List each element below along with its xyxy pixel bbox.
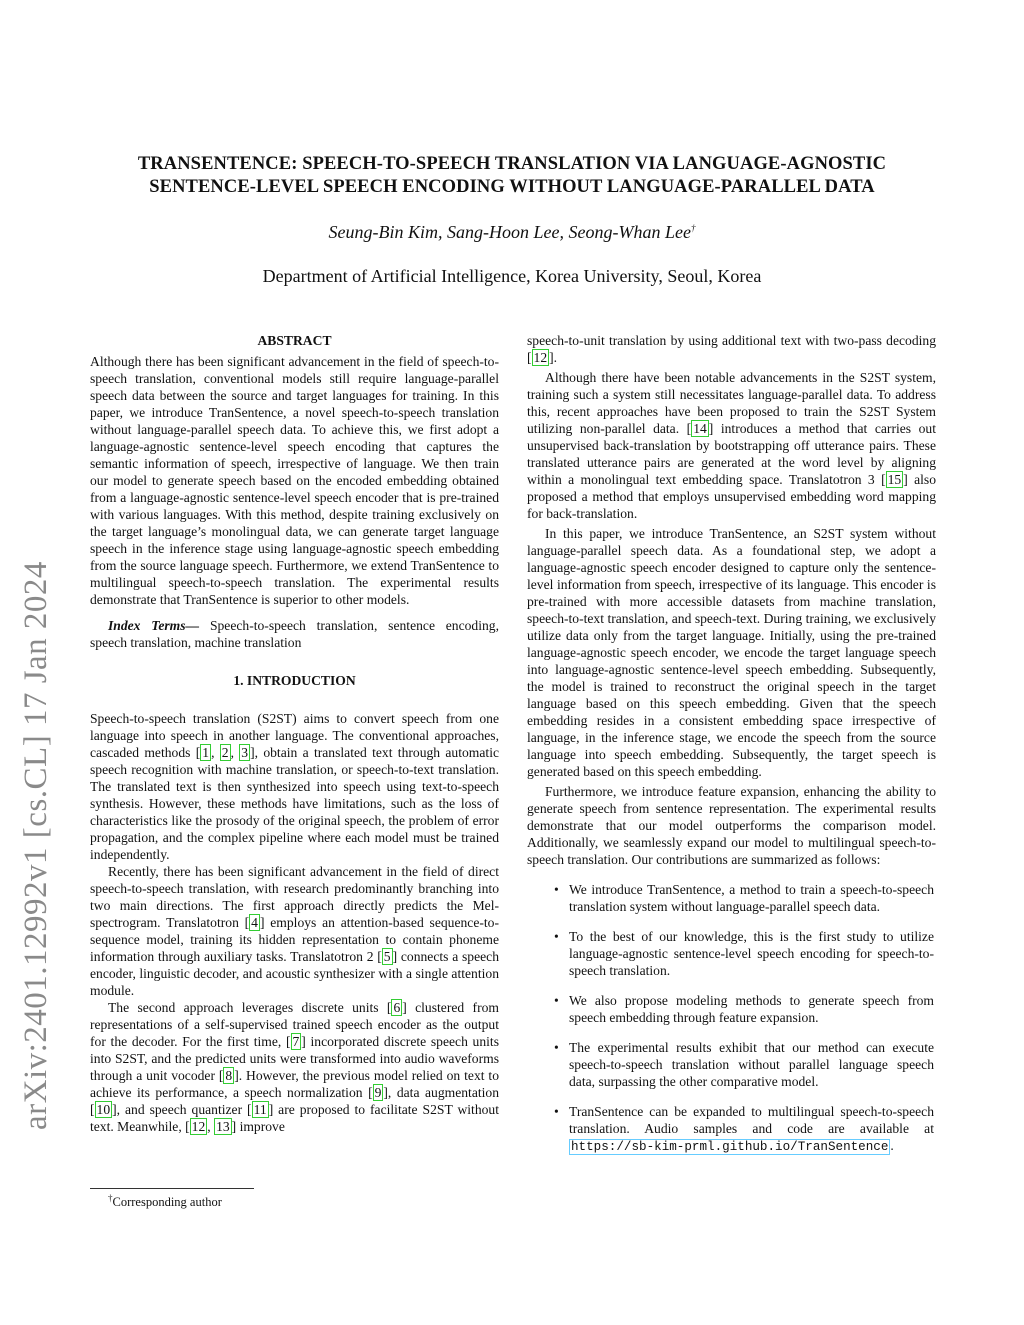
left-column bbox=[90, 332, 499, 1135]
intro-paragraph-5: In this paper, we introduce TranSentence, an S2ST system without language-parallel speech data. As a foundational step, we adopt a language-agnostic speech encoder designed to capture only the sentence-level information from speech, irrespective of its language. This encoder is pre-trained with more accessible datasets from machine translation, speech-to-text translation, and speech-text. During training, we exclusively utilize data only from the target language. Initially, using the pre-trained language-agnostic speech encoder, we encode the target language speech into language-agnostic sentence-level speech embedding. Subsequently, the model is trained to reconstruct the original speech in the target language based on this speech embedding. Given that the speech embedding resides in a consistent embedding space irrespective of language, in the inference stage, we encode the speech from the source language into speech embedding. Subsequently, the target speech is generated based on this speech embedding. bbox=[527, 526, 936, 779]
title-line-2: SENTENCE-LEVEL SPEECH ENCODING WITHOUT LANGUAGE-PARALLEL DATA bbox=[149, 177, 875, 197]
abstract-text: Although there has been significant advancement in the field of speech-to-speech translation, conventional models still require language-parallel speech data between the source and target languages for training. In this paper, we introduce TranSentence, a novel speech-to-speech translation without language-parallel speech data. To achieve this, we first adopt a language-agnostic sentence-level speech encoding that captures the semantic information of speech, irrespective of language. We then train our model to generate speech based on the encoded embedding obtained from a language-agnostic sentence-level speech encoder that is pre-trained with various languages. With this method, despite training exclusively on the target language’s monolingual data, we can generate target language speech in the inference stage using language-agnostic speech embedding from the source language speech. Furthermore, we extend TranSentence to multilingual speech-to-speech translation. The experimental results demonstrate that TranSentence is superior to other models. bbox=[90, 354, 499, 607]
intro-paragraph-6: Furthermore, we introduce feature expansion, enhancing the ability to generate speech from sentence representation. The experimental results demonstrate that our model outperforms the comparison model. Additionally, we seamlessly expand our model to multilingual speech-to-speech translation. Our contributions are summarized as follows: bbox=[527, 784, 936, 867]
affiliation: Department of Artificial Intelligence, Korea University, Seoul, Korea bbox=[262, 266, 762, 286]
citation-link[interactable]: 7 bbox=[292, 1034, 300, 1049]
list-item: • To the best of our knowledge, this is the first study to utilize language-agnostic sentence-level speech encoding for speech-to-speech translation. bbox=[554, 929, 934, 978]
bullet-icon: • bbox=[554, 929, 559, 944]
list-item: • TranSentence can be expanded to multilingual speech-to-speech translation. Audio samples and code are available at https://sb-kim-prml.github.io/TranSentence . bbox=[554, 1104, 934, 1154]
index-terms-label: Index Terms— bbox=[108, 618, 200, 633]
index-terms-text: Speech-to-speech translation, sentence encoding, speech translation, machine translation bbox=[90, 618, 500, 650]
citation-link[interactable]: 8 bbox=[225, 1068, 233, 1083]
intro-paragraph-3-continued: speech-to-unit translation by using additional text with two-pass decoding [ 12 ]. bbox=[527, 333, 936, 365]
citation-link[interactable]: 1 bbox=[202, 745, 210, 760]
citation-link[interactable]: 15 bbox=[887, 472, 902, 487]
intro-paragraph-4: Although there have been notable advancements in the S2ST system, training such a system still necessitates language-parallel data. To address this, recent approaches have been proposed to train the S2ST System utilizing non-parallel data. [ 14 ] introduces a method that carries out unsupervised back-translation by bootstrapping off utterance pairs. These translated utterance pairs are generated at the word level by aligning within a monolingual text embedding space. Translatotron 3 [ 15 ] also proposed a method that employs unsupervised embedding word mapping for back-translation. bbox=[527, 370, 936, 521]
citation-link[interactable]: 10 bbox=[96, 1102, 111, 1117]
citation-link[interactable]: 2 bbox=[221, 745, 229, 760]
bullet-icon: • bbox=[554, 1040, 559, 1055]
intro-heading: 1. INTRODUCTION bbox=[233, 673, 356, 688]
project-url-link[interactable]: https://sb-kim-prml.github.io/TranSentence bbox=[571, 1140, 889, 1154]
footnote bbox=[108, 1193, 222, 1210]
bullet-icon: • bbox=[554, 1104, 559, 1119]
bullet-icon: • bbox=[554, 993, 559, 1008]
list-item: • We also propose modeling methods to generate speech from speech embedding through feature expansion. bbox=[554, 993, 934, 1025]
authors bbox=[0, 222, 1024, 243]
citation-link[interactable]: 12 bbox=[533, 350, 548, 365]
citation-link[interactable]: 4 bbox=[251, 915, 258, 930]
citation-link[interactable]: 14 bbox=[693, 421, 707, 436]
intro-paragraph-2: Recently, there has been significant advancement in the field of direct speech-to-speech translation, with research predominantly branching into two main directions. The first approach directly predicts the Mel-spectrogram. Translatotron [ 4 ] employs an attention-based sequence-to-sequence model, training its hidden representation to contain phoneme information through auxiliary tasks. Translatotron 2 [ 5 ] connects a speech encoder, linguistic decoder, and acoustic synthesizer with a single attention module. bbox=[90, 864, 499, 998]
footnote-text: Corresponding author bbox=[112, 1195, 222, 1210]
citation-link[interactable]: 5 bbox=[383, 949, 391, 964]
citation-link[interactable]: 3 bbox=[241, 745, 249, 760]
footnote-mark: † bbox=[108, 1193, 113, 1203]
arxiv-stamp[interactable]: arXiv:2401.12992v1 [cs.CL] 17 Jan 2024 bbox=[18, 561, 54, 1130]
paper-title bbox=[60, 153, 964, 199]
right-column bbox=[527, 332, 936, 1156]
contributions-list bbox=[527, 881, 936, 1156]
list-item: • We introduce TranSentence, a method to train a speech-to-speech translation system without language-parallel speech data. bbox=[554, 882, 934, 914]
intro-paragraph-3: The second approach leverages discrete units [ 6 ] clustered from representations of a self-supervised trained speech encoder as the output for the decoder. For the first time, [ 7 ] incorporated discrete speech units into S2ST, and the predicted units were transformed into audio waveforms through a unit vocoder [ 8 ]. However, the previous model relied on text to achieve its performance, a speech normalization [ 9 ], data augmentation [ 10 ], and speech quantizer [ 11 ] are proposed to facilitate S2ST without text. Meanwhile, [ 12 , 13 ] improve bbox=[90, 1000, 500, 1134]
citation-link[interactable]: 12 bbox=[191, 1119, 206, 1134]
corresponding-mark: † bbox=[690, 223, 696, 233]
index-terms bbox=[90, 617, 499, 651]
citation-link[interactable]: 9 bbox=[374, 1085, 382, 1100]
abstract-heading: ABSTRACT bbox=[257, 333, 332, 348]
author-names: Seung-Bin Kim, Sang-Hoon Lee, Seong-Whan Lee bbox=[328, 222, 691, 242]
title-line-1: TRANSENTENCE: SPEECH-TO-SPEECH TRANSLATION VIA LANGUAGE-AGNOSTIC bbox=[137, 154, 887, 174]
intro-paragraph-1: Speech-to-speech translation (S2ST) aims to convert speech from one language into speech in another language. The conventional approaches, cascaded methods [ 1 , 2 , 3 ], obtain a translated text through automatic speech recognition with machine translation, or speech-to-text translation. The translated text is then synthesized into speech using text-to-speech synthesis. However, these methods have limitations, such as the loss of characteristics like the prosody of the original speech, the problem of error propagation, and the complex pipeline where each model must be trained independently. bbox=[90, 711, 499, 862]
citation-link[interactable]: 13 bbox=[216, 1119, 230, 1134]
citation-link[interactable]: 11 bbox=[253, 1102, 267, 1117]
bullet-icon: • bbox=[554, 882, 559, 897]
citation-link[interactable]: 6 bbox=[393, 1000, 401, 1015]
list-item: • The experimental results exhibit that our method can execute speech-to-speech translation without parallel language speech data, surpassing the other comparative model. bbox=[554, 1040, 934, 1089]
footnote-rule bbox=[90, 1188, 254, 1189]
